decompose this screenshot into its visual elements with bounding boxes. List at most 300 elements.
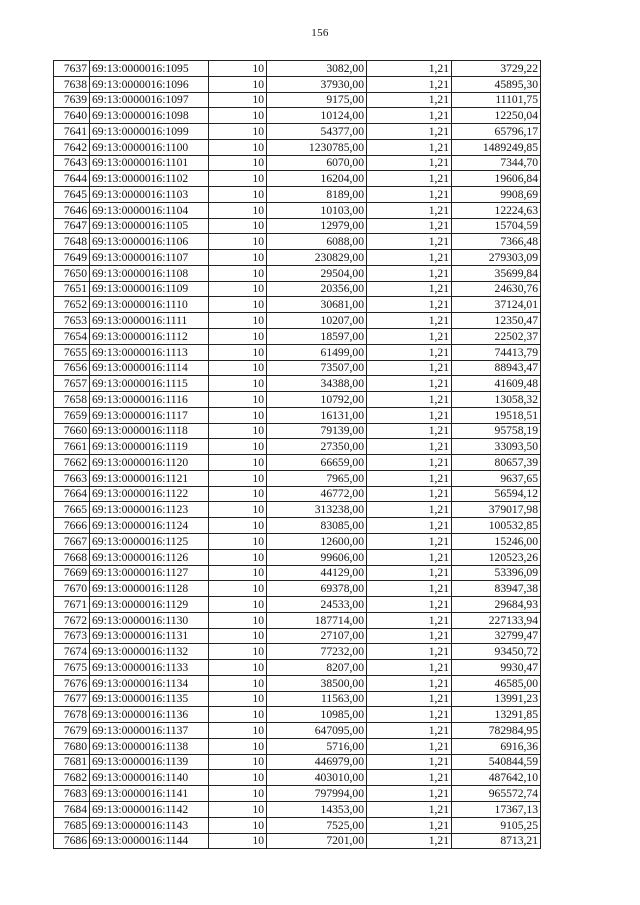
cadastral-code-cell: 69:13:0000016:1143 [90, 817, 209, 833]
table-row [54, 628, 541, 644]
total-cell: 9908,69 [452, 187, 541, 203]
cadastral-code-cell: 69:13:0000016:1102 [90, 171, 209, 187]
value-cell: 446979,00 [267, 754, 367, 770]
cadastral-code-cell: 69:13:0000016:1123 [90, 502, 209, 518]
value-cell: 46772,00 [267, 486, 367, 502]
rate-cell: 10 [209, 329, 267, 345]
rate-cell: 10 [209, 612, 267, 628]
rate-cell: 10 [209, 313, 267, 329]
total-cell: 8713,21 [452, 833, 541, 849]
rate-cell: 10 [209, 376, 267, 392]
table-row [54, 344, 541, 360]
total-cell: 88943,47 [452, 360, 541, 376]
row-number-cell: 7680 [54, 738, 90, 754]
value-cell: 73507,00 [267, 360, 367, 376]
table-row [54, 801, 541, 817]
coefficient-cell: 1,21 [367, 786, 452, 802]
total-cell: 9105,25 [452, 817, 541, 833]
row-number-cell: 7647 [54, 218, 90, 234]
row-number-cell: 7686 [54, 833, 90, 849]
cadastral-code-cell: 69:13:0000016:1139 [90, 754, 209, 770]
table-row [54, 581, 541, 597]
value-cell: 20356,00 [267, 281, 367, 297]
coefficient-cell: 1,21 [367, 407, 452, 423]
total-cell: 32799,47 [452, 628, 541, 644]
rate-cell: 10 [209, 360, 267, 376]
table-row [54, 234, 541, 250]
value-cell: 10985,00 [267, 707, 367, 723]
table-row [54, 139, 541, 155]
cadastral-code-cell: 69:13:0000016:1099 [90, 124, 209, 140]
value-cell: 34388,00 [267, 376, 367, 392]
value-cell: 99606,00 [267, 549, 367, 565]
table-row [54, 124, 541, 140]
value-cell: 187714,00 [267, 612, 367, 628]
value-cell: 77232,00 [267, 644, 367, 660]
row-number-cell: 7652 [54, 297, 90, 313]
coefficient-cell: 1,21 [367, 139, 452, 155]
total-cell: 74413,79 [452, 344, 541, 360]
total-cell: 15704,59 [452, 218, 541, 234]
value-cell: 9175,00 [267, 92, 367, 108]
total-cell: 41609,48 [452, 376, 541, 392]
cadastral-code-cell: 69:13:0000016:1098 [90, 108, 209, 124]
rate-cell: 10 [209, 754, 267, 770]
rate-cell: 10 [209, 660, 267, 676]
row-number-cell: 7659 [54, 407, 90, 423]
table-row [54, 786, 541, 802]
table-row [54, 691, 541, 707]
value-cell: 66659,00 [267, 455, 367, 471]
table-row [54, 313, 541, 329]
rate-cell: 10 [209, 518, 267, 534]
rate-cell: 10 [209, 297, 267, 313]
value-cell: 18597,00 [267, 329, 367, 345]
coefficient-cell: 1,21 [367, 549, 452, 565]
value-cell: 79139,00 [267, 423, 367, 439]
coefficient-cell: 1,21 [367, 801, 452, 817]
rate-cell: 10 [209, 407, 267, 423]
rate-cell: 10 [209, 265, 267, 281]
rate-cell: 10 [209, 155, 267, 171]
cadastral-code-cell: 69:13:0000016:1129 [90, 597, 209, 613]
cadastral-code-cell: 69:13:0000016:1096 [90, 76, 209, 92]
coefficient-cell: 1,21 [367, 691, 452, 707]
table-row [54, 297, 541, 313]
rate-cell: 10 [209, 470, 267, 486]
rate-cell: 10 [209, 691, 267, 707]
coefficient-cell: 1,21 [367, 644, 452, 660]
table-row [54, 660, 541, 676]
table-row [54, 92, 541, 108]
value-cell: 54377,00 [267, 124, 367, 140]
coefficient-cell: 1,21 [367, 76, 452, 92]
rate-cell: 10 [209, 723, 267, 739]
total-cell: 13058,32 [452, 392, 541, 408]
coefficient-cell: 1,21 [367, 486, 452, 502]
row-number-cell: 7677 [54, 691, 90, 707]
row-number-cell: 7682 [54, 770, 90, 786]
rate-cell: 10 [209, 281, 267, 297]
table-row [54, 202, 541, 218]
rate-cell: 10 [209, 423, 267, 439]
table-row [54, 376, 541, 392]
table-row [54, 423, 541, 439]
rate-cell: 10 [209, 171, 267, 187]
cadastral-code-cell: 69:13:0000016:1105 [90, 218, 209, 234]
rate-cell: 10 [209, 250, 267, 266]
row-number-cell: 7643 [54, 155, 90, 171]
total-cell: 13991,23 [452, 691, 541, 707]
rate-cell: 10 [209, 108, 267, 124]
cadastral-code-cell: 69:13:0000016:1134 [90, 675, 209, 691]
cadastral-code-cell: 69:13:0000016:1111 [90, 313, 209, 329]
total-cell: 12250,04 [452, 108, 541, 124]
total-cell: 53396,09 [452, 565, 541, 581]
row-number-cell: 7650 [54, 265, 90, 281]
table-body [54, 61, 541, 849]
value-cell: 69378,00 [267, 581, 367, 597]
parcel-table [53, 60, 541, 849]
row-number-cell: 7679 [54, 723, 90, 739]
total-cell: 80657,39 [452, 455, 541, 471]
value-cell: 38500,00 [267, 675, 367, 691]
rate-cell: 10 [209, 455, 267, 471]
coefficient-cell: 1,21 [367, 754, 452, 770]
total-cell: 487642,10 [452, 770, 541, 786]
total-cell: 120523,26 [452, 549, 541, 565]
row-number-cell: 7658 [54, 392, 90, 408]
table-row [54, 407, 541, 423]
total-cell: 1489249,85 [452, 139, 541, 155]
rate-cell: 10 [209, 486, 267, 502]
cadastral-code-cell: 69:13:0000016:1106 [90, 234, 209, 250]
row-number-cell: 7685 [54, 817, 90, 833]
coefficient-cell: 1,21 [367, 439, 452, 455]
value-cell: 10103,00 [267, 202, 367, 218]
table-row [54, 502, 541, 518]
table-row [54, 171, 541, 187]
total-cell: 17367,13 [452, 801, 541, 817]
row-number-cell: 7638 [54, 76, 90, 92]
row-number-cell: 7673 [54, 628, 90, 644]
total-cell: 6916,36 [452, 738, 541, 754]
cadastral-code-cell: 69:13:0000016:1133 [90, 660, 209, 676]
value-cell: 1230785,00 [267, 139, 367, 155]
rate-cell: 10 [209, 234, 267, 250]
cadastral-code-cell: 69:13:0000016:1118 [90, 423, 209, 439]
row-number-cell: 7664 [54, 486, 90, 502]
coefficient-cell: 1,21 [367, 61, 452, 77]
value-cell: 6070,00 [267, 155, 367, 171]
value-cell: 8189,00 [267, 187, 367, 203]
coefficient-cell: 1,21 [367, 833, 452, 849]
row-number-cell: 7662 [54, 455, 90, 471]
row-number-cell: 7648 [54, 234, 90, 250]
row-number-cell: 7654 [54, 329, 90, 345]
value-cell: 83085,00 [267, 518, 367, 534]
total-cell: 100532,85 [452, 518, 541, 534]
rate-cell: 10 [209, 581, 267, 597]
cadastral-code-cell: 69:13:0000016:1104 [90, 202, 209, 218]
rate-cell: 10 [209, 344, 267, 360]
coefficient-cell: 1,21 [367, 597, 452, 613]
rate-cell: 10 [209, 549, 267, 565]
cadastral-code-cell: 69:13:0000016:1095 [90, 61, 209, 77]
rate-cell: 10 [209, 124, 267, 140]
cadastral-code-cell: 69:13:0000016:1119 [90, 439, 209, 455]
value-cell: 44129,00 [267, 565, 367, 581]
rate-cell: 10 [209, 92, 267, 108]
value-cell: 16131,00 [267, 407, 367, 423]
cadastral-code-cell: 69:13:0000016:1122 [90, 486, 209, 502]
row-number-cell: 7668 [54, 549, 90, 565]
cadastral-code-cell: 69:13:0000016:1112 [90, 329, 209, 345]
value-cell: 27107,00 [267, 628, 367, 644]
rate-cell: 10 [209, 817, 267, 833]
table-row [54, 644, 541, 660]
value-cell: 11563,00 [267, 691, 367, 707]
cadastral-code-cell: 69:13:0000016:1097 [90, 92, 209, 108]
row-number-cell: 7663 [54, 470, 90, 486]
table-row [54, 281, 541, 297]
value-cell: 12979,00 [267, 218, 367, 234]
total-cell: 56594,12 [452, 486, 541, 502]
table-row [54, 250, 541, 266]
rate-cell: 10 [209, 439, 267, 455]
total-cell: 46585,00 [452, 675, 541, 691]
value-cell: 797994,00 [267, 786, 367, 802]
row-number-cell: 7675 [54, 660, 90, 676]
total-cell: 15246,00 [452, 533, 541, 549]
coefficient-cell: 1,21 [367, 738, 452, 754]
rate-cell: 10 [209, 786, 267, 802]
row-number-cell: 7655 [54, 344, 90, 360]
value-cell: 647095,00 [267, 723, 367, 739]
cadastral-code-cell: 69:13:0000016:1109 [90, 281, 209, 297]
total-cell: 11101,75 [452, 92, 541, 108]
rate-cell: 10 [209, 675, 267, 691]
rate-cell: 10 [209, 202, 267, 218]
table-row [54, 265, 541, 281]
table-row [54, 833, 541, 849]
coefficient-cell: 1,21 [367, 470, 452, 486]
row-number-cell: 7639 [54, 92, 90, 108]
cadastral-code-cell: 69:13:0000016:1116 [90, 392, 209, 408]
total-cell: 83947,38 [452, 581, 541, 597]
total-cell: 24630,76 [452, 281, 541, 297]
row-number-cell: 7674 [54, 644, 90, 660]
total-cell: 7366,48 [452, 234, 541, 250]
coefficient-cell: 1,21 [367, 612, 452, 628]
total-cell: 65796,17 [452, 124, 541, 140]
rate-cell: 10 [209, 76, 267, 92]
row-number-cell: 7653 [54, 313, 90, 329]
total-cell: 33093,50 [452, 439, 541, 455]
coefficient-cell: 1,21 [367, 675, 452, 691]
table-row [54, 392, 541, 408]
cadastral-code-cell: 69:13:0000016:1142 [90, 801, 209, 817]
coefficient-cell: 1,21 [367, 660, 452, 676]
total-cell: 93450,72 [452, 644, 541, 660]
cadastral-code-cell: 69:13:0000016:1137 [90, 723, 209, 739]
total-cell: 782984,95 [452, 723, 541, 739]
rate-cell: 10 [209, 61, 267, 77]
cadastral-code-cell: 69:13:0000016:1124 [90, 518, 209, 534]
row-number-cell: 7640 [54, 108, 90, 124]
total-cell: 19518,51 [452, 407, 541, 423]
table-row [54, 770, 541, 786]
total-cell: 227133,94 [452, 612, 541, 628]
cadastral-code-cell: 69:13:0000016:1130 [90, 612, 209, 628]
value-cell: 30681,00 [267, 297, 367, 313]
row-number-cell: 7684 [54, 801, 90, 817]
table-row [54, 707, 541, 723]
coefficient-cell: 1,21 [367, 344, 452, 360]
row-number-cell: 7644 [54, 171, 90, 187]
cadastral-code-cell: 69:13:0000016:1121 [90, 470, 209, 486]
coefficient-cell: 1,21 [367, 218, 452, 234]
row-number-cell: 7665 [54, 502, 90, 518]
total-cell: 37124,01 [452, 297, 541, 313]
row-number-cell: 7660 [54, 423, 90, 439]
total-cell: 9930,47 [452, 660, 541, 676]
total-cell: 45895,30 [452, 76, 541, 92]
cadastral-code-cell: 69:13:0000016:1135 [90, 691, 209, 707]
row-number-cell: 7651 [54, 281, 90, 297]
total-cell: 9637,65 [452, 470, 541, 486]
value-cell: 10792,00 [267, 392, 367, 408]
cadastral-code-cell: 69:13:0000016:1117 [90, 407, 209, 423]
cadastral-code-cell: 69:13:0000016:1107 [90, 250, 209, 266]
total-cell: 3729,22 [452, 61, 541, 77]
coefficient-cell: 1,21 [367, 171, 452, 187]
table-row [54, 754, 541, 770]
cadastral-code-cell: 69:13:0000016:1113 [90, 344, 209, 360]
coefficient-cell: 1,21 [367, 250, 452, 266]
rate-cell: 10 [209, 770, 267, 786]
row-number-cell: 7683 [54, 786, 90, 802]
rate-cell: 10 [209, 139, 267, 155]
cadastral-code-cell: 69:13:0000016:1103 [90, 187, 209, 203]
row-number-cell: 7657 [54, 376, 90, 392]
cadastral-code-cell: 69:13:0000016:1128 [90, 581, 209, 597]
value-cell: 24533,00 [267, 597, 367, 613]
total-cell: 12224,63 [452, 202, 541, 218]
total-cell: 12350,47 [452, 313, 541, 329]
cadastral-code-cell: 69:13:0000016:1138 [90, 738, 209, 754]
coefficient-cell: 1,21 [367, 455, 452, 471]
coefficient-cell: 1,21 [367, 234, 452, 250]
table-row [54, 329, 541, 345]
table-row [54, 61, 541, 77]
value-cell: 6088,00 [267, 234, 367, 250]
table-row [54, 612, 541, 628]
value-cell: 7201,00 [267, 833, 367, 849]
rate-cell: 10 [209, 218, 267, 234]
table-row [54, 817, 541, 833]
coefficient-cell: 1,21 [367, 281, 452, 297]
coefficient-cell: 1,21 [367, 423, 452, 439]
rate-cell: 10 [209, 597, 267, 613]
coefficient-cell: 1,21 [367, 723, 452, 739]
coefficient-cell: 1,21 [367, 628, 452, 644]
table-row [54, 360, 541, 376]
total-cell: 279303,09 [452, 250, 541, 266]
coefficient-cell: 1,21 [367, 817, 452, 833]
value-cell: 12600,00 [267, 533, 367, 549]
cadastral-code-cell: 69:13:0000016:1100 [90, 139, 209, 155]
row-number-cell: 7637 [54, 61, 90, 77]
coefficient-cell: 1,21 [367, 770, 452, 786]
coefficient-cell: 1,21 [367, 565, 452, 581]
table-row [54, 723, 541, 739]
total-cell: 22502,37 [452, 329, 541, 345]
value-cell: 61499,00 [267, 344, 367, 360]
table-row [54, 108, 541, 124]
rate-cell: 10 [209, 801, 267, 817]
total-cell: 540844,59 [452, 754, 541, 770]
table-row [54, 155, 541, 171]
cadastral-code-cell: 69:13:0000016:1101 [90, 155, 209, 171]
total-cell: 965572,74 [452, 786, 541, 802]
row-number-cell: 7681 [54, 754, 90, 770]
cadastral-code-cell: 69:13:0000016:1141 [90, 786, 209, 802]
table-row [54, 218, 541, 234]
coefficient-cell: 1,21 [367, 392, 452, 408]
coefficient-cell: 1,21 [367, 187, 452, 203]
table-row [54, 565, 541, 581]
row-number-cell: 7672 [54, 612, 90, 628]
cadastral-code-cell: 69:13:0000016:1127 [90, 565, 209, 581]
table-row [54, 455, 541, 471]
row-number-cell: 7670 [54, 581, 90, 597]
coefficient-cell: 1,21 [367, 297, 452, 313]
coefficient-cell: 1,21 [367, 518, 452, 534]
cadastral-code-cell: 69:13:0000016:1136 [90, 707, 209, 723]
cadastral-code-cell: 69:13:0000016:1114 [90, 360, 209, 376]
rate-cell: 10 [209, 533, 267, 549]
total-cell: 29684,93 [452, 597, 541, 613]
coefficient-cell: 1,21 [367, 533, 452, 549]
row-number-cell: 7666 [54, 518, 90, 534]
value-cell: 403010,00 [267, 770, 367, 786]
cadastral-code-cell: 69:13:0000016:1125 [90, 533, 209, 549]
cadastral-code-cell: 69:13:0000016:1115 [90, 376, 209, 392]
cadastral-code-cell: 69:13:0000016:1131 [90, 628, 209, 644]
value-cell: 3082,00 [267, 61, 367, 77]
total-cell: 379017,98 [452, 502, 541, 518]
row-number-cell: 7649 [54, 250, 90, 266]
table-row [54, 597, 541, 613]
row-number-cell: 7645 [54, 187, 90, 203]
row-number-cell: 7642 [54, 139, 90, 155]
row-number-cell: 7656 [54, 360, 90, 376]
coefficient-cell: 1,21 [367, 581, 452, 597]
value-cell: 37930,00 [267, 76, 367, 92]
value-cell: 7965,00 [267, 470, 367, 486]
row-number-cell: 7641 [54, 124, 90, 140]
table-row [54, 187, 541, 203]
coefficient-cell: 1,21 [367, 202, 452, 218]
value-cell: 29504,00 [267, 265, 367, 281]
total-cell: 13291,85 [452, 707, 541, 723]
rate-cell: 10 [209, 502, 267, 518]
cadastral-code-cell: 69:13:0000016:1110 [90, 297, 209, 313]
rate-cell: 10 [209, 628, 267, 644]
cadastral-code-cell: 69:13:0000016:1108 [90, 265, 209, 281]
table-row [54, 675, 541, 691]
